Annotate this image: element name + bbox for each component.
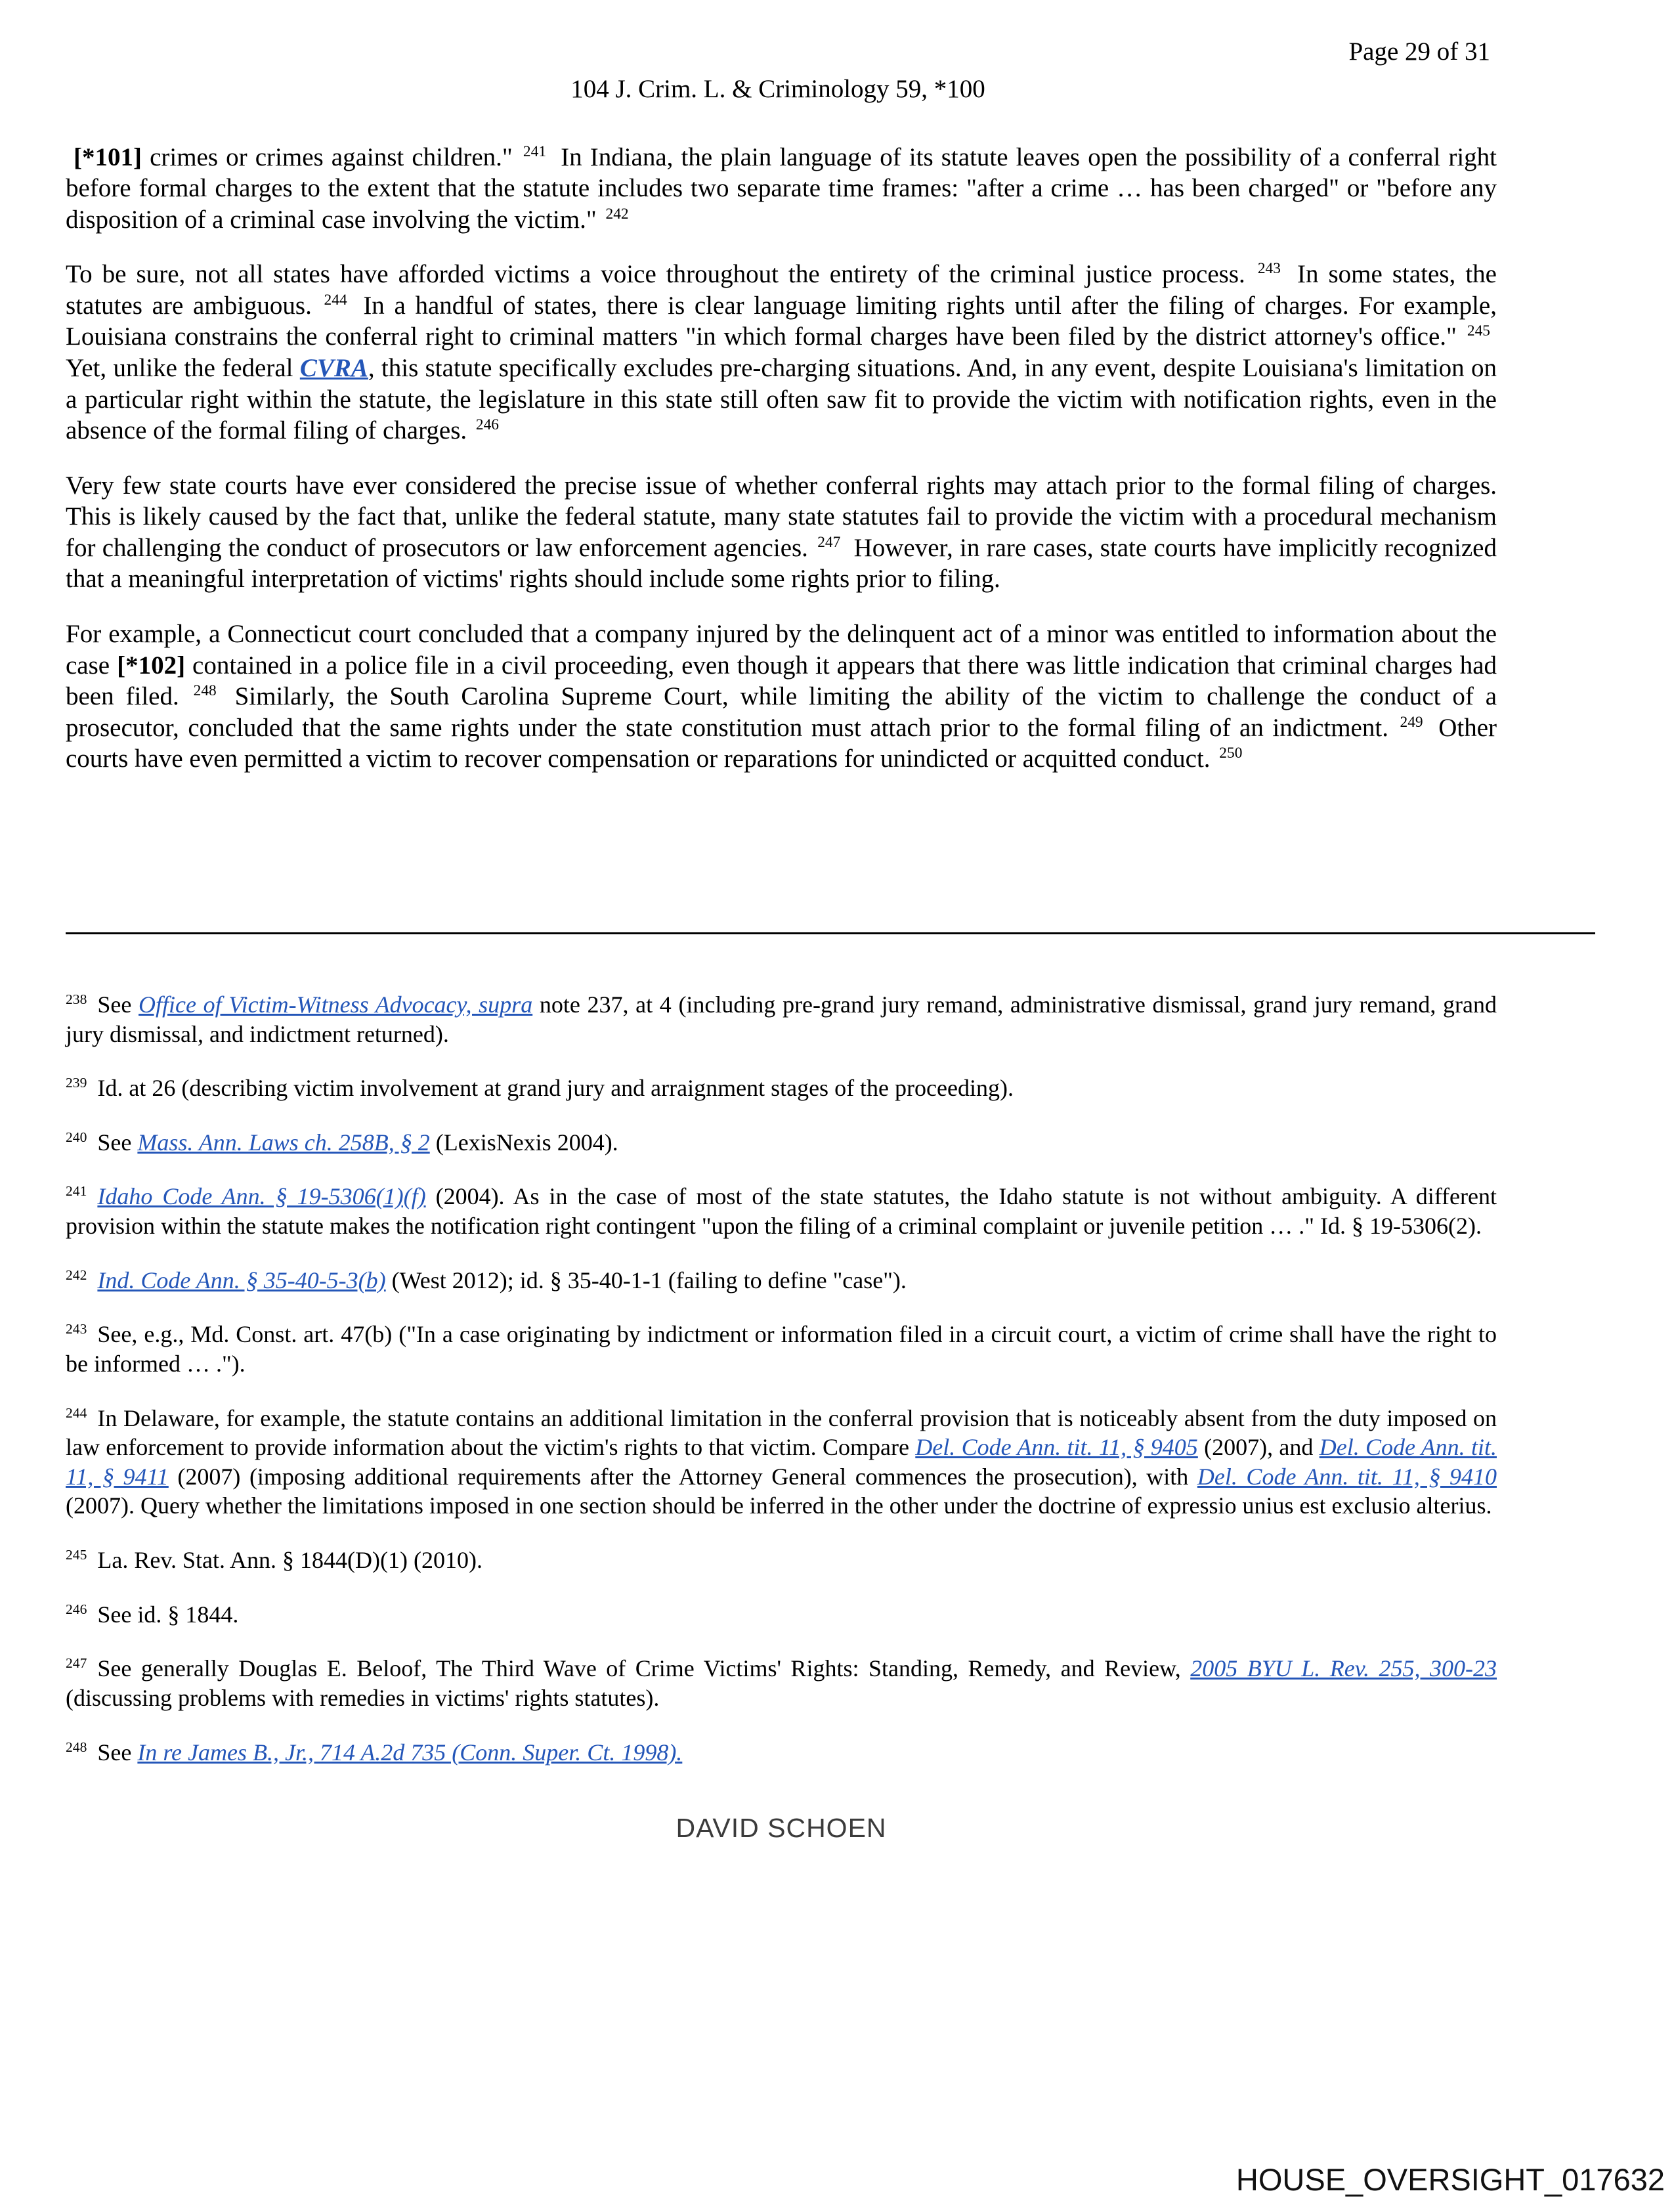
footnote: $^{241}$ Idaho Code Ann. § 19-5306(1)(f) (2004). As in the case of most of the state statutes, the Idaho statute is not without ambiguity. A different provision within the statute makes the notification right contingent "upon the filing of a criminal complaint or juvenile petition … ." Id. § 19-5306(2). (66, 1183, 1497, 1240)
citation-link[interactable]: Del. Code Ann. tit. 11, § 9405 (915, 1434, 1198, 1461)
citation-link[interactable]: In re James B., Jr., 714 A.2d 735 (Conn. Super. Ct. 1998). (137, 1739, 683, 1766)
footnote-number: 242 (66, 1267, 87, 1283)
citation-link[interactable]: Ind. Code Ann. § 35-40-5-3(b) (97, 1267, 386, 1293)
paragraph: To be sure, not all states have afforded victims a voice throughout the entirety of the criminal justice process. $^{243}$ In some states, the statutes are ambiguous. $^{244}$ In a handful of states, there is clear language limiting rights until after the filing of charges. For example, Louisiana constrains the conferral right to criminal matters "in which formal charges have been filed by the district attorney's office." $^{245}$ Yet, unlike the federal CVRA, this statute specifically excludes pre-charging situations. And, in any event, despite Louisiana's limitation on a particular right within the statute, the legislature in this state still often saw fit to provide the victim with notification rights, even in the absence of the formal filing of charges. $^{246}$ (66, 260, 1497, 445)
footnote-ref: 244 (324, 291, 347, 309)
footnote-ref: 241 (523, 142, 547, 160)
footnote-number: 241 (66, 1183, 87, 1200)
paragraph: Very few state courts have ever considered the precise issue of whether conferral rights may attach prior to the formal filing of charges. This is likely caused by the fact that, unlike the federal statute, many state statutes fail to provide the victim with a procedural mechanism for challenging the conduct of prosecutors or law enforcement agencies. $^{247}$ However, in rare cases, state courts have implicitly recognized that a meaningful interpretation of victims' rights should include some rights prior to filing. (66, 471, 1497, 594)
footnote-ref: 248 (193, 682, 217, 700)
paragraph: [*101] crimes or crimes against children." $^{241}$ In Indiana, the plain language of its statute leaves open the possibility of a conferral right before formal charges to the extent that the statute includes two separate time frames: "after a crime … has been charged" or "before any disposition of a criminal case involving the victim." $^{242}$ (66, 142, 1497, 234)
footnote-number: 246 (66, 1601, 87, 1617)
footer-name: DAVID SCHOEN (676, 1813, 887, 1844)
header-citation: 104 J. Crim. L. & Criminology 59, *100 (570, 74, 985, 103)
page-marker: [*101] (74, 142, 142, 171)
footnote-ref: 243 (1257, 260, 1281, 278)
footnote-number: 248 (66, 1739, 87, 1755)
footnote: $^{242}$ Ind. Code Ann. § 35-40-5-3(b) (West 2012); id. § 35-40-1-1 (failing to define "case"). (66, 1267, 907, 1293)
footnotes (66, 990, 1595, 1767)
footnote-ref: 242 (605, 205, 629, 223)
footnote: $^{239}$ Id. at 26 (describing victim involvement at grand jury and arraignment stages of the proceeding). (66, 1075, 1014, 1102)
footnote: $^{245}$ La. Rev. Stat. Ann. § 1844(D)(1) (2010). (66, 1547, 483, 1574)
footnote-separator (66, 932, 1595, 934)
footnote-number: 238 (66, 991, 87, 1007)
footnote-ref: 245 (1467, 322, 1490, 340)
footnote: $^{244}$ In Delaware, for example, the statute contains an additional limitation in the conferral provision that is noticeably absent from the duty imposed on law enforcement to provide information about the victim's rights to that victim. Compare Del. Code Ann. tit. 11, § 9405 (2007), and Del. Code Ann. tit. 11, § 9411 (2007) (imposing additional requirements after the Attorney General commences the prosecution), with Del. Code Ann. tit. 11, § 9410 (2007). Query whether the limitations imposed in one section should be inferred in the other under the doctrine of expressio unius est exclusio alterius. (66, 1404, 1497, 1519)
citation-link[interactable]: Office of Victim-Witness Advocacy, supra (139, 991, 533, 1018)
footnote-number: 243 (66, 1321, 87, 1337)
body-text (66, 142, 1595, 775)
bates-stamp: HOUSE_OVERSIGHT_017632 (1235, 2162, 1665, 2197)
page-marker: [*102] (117, 651, 186, 680)
footnote-ref: 250 (1219, 745, 1243, 762)
footnote-number: 247 (66, 1655, 87, 1672)
citation-link[interactable]: 2005 BYU L. Rev. 255, 300-23 (1190, 1655, 1497, 1682)
footnote-number: 245 (66, 1547, 87, 1563)
footnote: $^{238}$ See Office of Victim-Witness Advocacy, supra note 237, at 4 (including pre-grand jury remand, administrative dismissal, grand jury remand, grand jury dismissal, and indictment returned). (66, 991, 1497, 1047)
footnote-number: 244 (66, 1404, 87, 1421)
cvra-link[interactable]: CVRA (299, 353, 368, 382)
citation-link[interactable]: Del. Code Ann. tit. 11, § 9410 (1197, 1463, 1497, 1490)
paragraph: For example, a Connecticut court concluded that a company injured by the delinquent act of a minor was entitled to information about the case [*102] contained in a police file in a civil proceeding, even though it appears that there was little indication that criminal charges had been filed. $^{248}$ Similarly, the South Carolina Supreme Court, while limiting the ability of the victim to challenge the conduct of a prosecutor, concluded that the same rights under the state constitution must attach prior to the formal filing of an indictment. $^{249}$ Other courts have even permitted a victim to recover compensation or reparations for unindicted or acquitted conduct. $^{250}$ (66, 620, 1497, 773)
footnote-ref: 249 (1400, 713, 1423, 731)
footnote: $^{248}$ See In re James B., Jr., 714 A.2d 735 (Conn. Super. Ct. 1998). (66, 1739, 683, 1766)
footnote: $^{246}$ See id. § 1844. (66, 1601, 239, 1628)
citation-link[interactable]: Mass. Ann. Laws ch. 258B, § 2 (137, 1129, 430, 1156)
footnote: $^{240}$ See Mass. Ann. Laws ch. 258B, § 2 (LexisNexis 2004). (66, 1129, 618, 1156)
footnote: $^{243}$ See, e.g., Md. Const. art. 47(b) ("In a case originating by indictment or information filed in a circuit court, a victim of crime shall have the right to be informed … ."). (66, 1321, 1497, 1377)
footnote: $^{247}$ See generally Douglas E. Beloof, The Third Wave of Crime Victims' Rights: Standing, Remedy, and Review, 2005 BYU L. Rev. 255, 300-23 (discussing problems with remedies in victims' rights statutes). (66, 1655, 1497, 1711)
footnote-number: 239 (66, 1075, 87, 1091)
citation-link[interactable]: Idaho Code Ann. § 19-5306(1)(f) (97, 1183, 426, 1210)
footnote-number: 240 (66, 1129, 87, 1145)
citation-link[interactable]: Del. Code Ann. tit. 11, § 9411 (66, 1434, 1497, 1490)
footnote-ref: 246 (475, 416, 499, 434)
footnote-ref: 247 (817, 533, 841, 551)
page-number: Page 29 of 31 (1348, 37, 1490, 66)
